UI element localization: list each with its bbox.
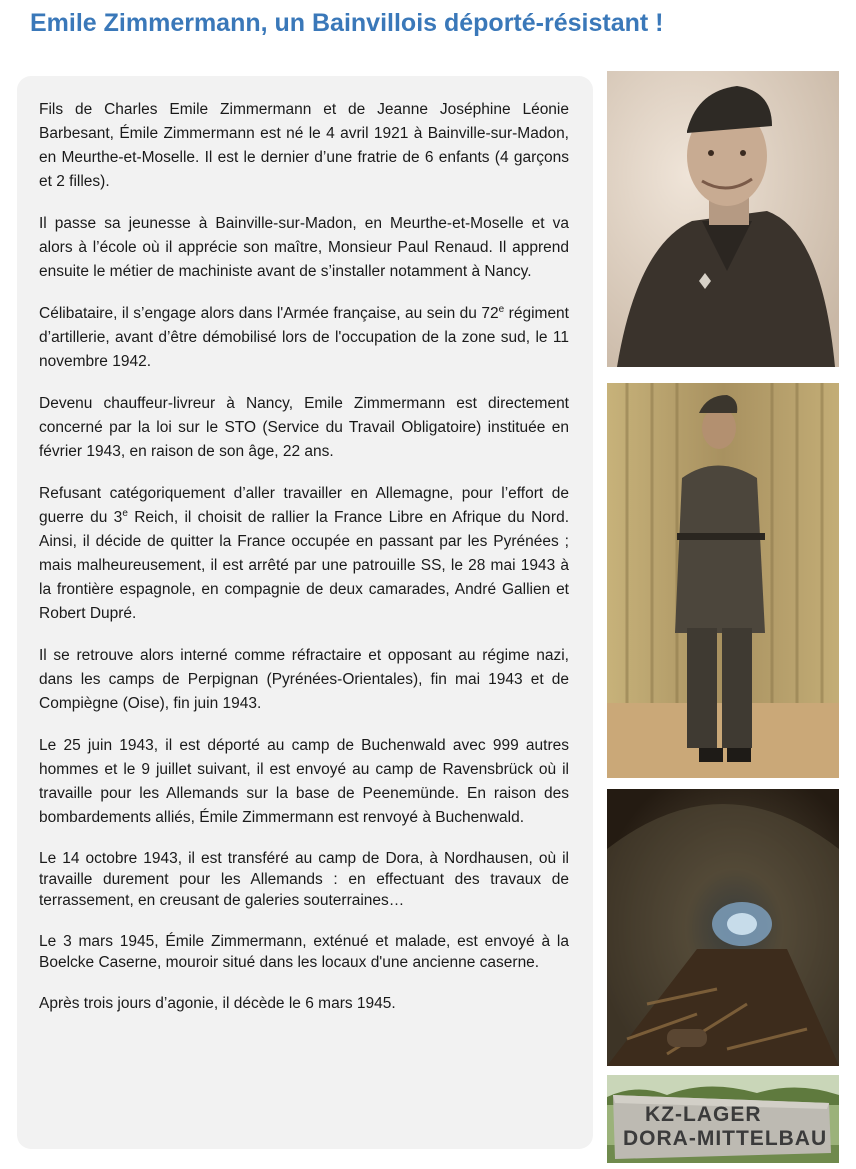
paragraph-birth: Fils de Charles Emile Zimmermann et de Jeanne Joséphine Léonie Barbesant, Émile Zimmermann est né le 4 avril 1921 à Bainville-sur-Madon, en Meurthe-et-Moselle. Il est le dernier d’une fratrie de 6 enfants (4 garçons et 2 filles). <box>39 101 569 190</box>
paragraph-youth: Il passe sa jeunesse à Bainville-sur-Madon, en Meurthe-et-Moselle et va alors à l’école où il apprécie son maître, Monsieur Paul Renaud. Il apprend ensuite le métier de machiniste avant de s’installer notamment à Nancy. <box>39 215 569 280</box>
paragraph-sto: Devenu chauffeur-livreur à Nancy, Emile Zimmermann est directement concerné par la loi sur le STO (Service du Travail Obligatoire) instituée en février 1943, en raison de son âge, 22 ans. <box>39 395 569 460</box>
paragraph-escape-part1: Refusant catégoriquement d’aller travailler en Allemagne, pour l’effort de guerre du 3 <box>39 485 569 526</box>
paragraph-army-superscript: e <box>498 303 505 315</box>
paragraph-army <box>39 302 569 374</box>
portrait-photo <box>607 71 839 367</box>
paragraph-deportation: Le 25 juin 1943, il est déporté au camp de Buchenwald avec 999 autres hommes et le 9 juillet suivant, il est envoyé au camp de Ravensbrück où il travaille pour les Allemands sur la base de Peenemünde. En raison des bombardements alliés, Émile Zimmermann est renvoyé à Buchenwald. <box>39 737 569 826</box>
stone-inscription-line2: DORA-MITTELBAU <box>623 1127 828 1150</box>
paragraph-internment: Il se retrouve alors interné comme réfractaire et opposant au régime nazi, dans les camps de Perpignan (Pyrénées-Orientales), fin mai 1943 et de Compiègne (Oise), fin juin 1943. <box>39 647 569 712</box>
standing-soldier-photo <box>607 383 839 778</box>
paragraph-escape-part2: Reich, il choisit de rallier la France Libre en Afrique du Nord. Ainsi, il décide de quitter la France occupée en passant par les Pyrénées ; mais malheureusement, il est arrêté par une patrouille SS, le 28 mai 1943 à la frontière espagnole, en compagnie de deux camarades, André Gallien et Robert Dupré. <box>39 509 570 622</box>
tunnel-photo <box>607 789 839 1066</box>
paragraph-dora: Le 14 octobre 1943, il est transféré au camp de Dora, à Nordhausen, où il travaille durement pour les Allemands : en effectuant des travaux de terrassement, en creusant de galeries souterraines… <box>39 850 569 909</box>
paragraph-army-part1: Célibataire, il s’engage alors dans l'Armée française, au sein du 72 <box>39 305 499 322</box>
paragraph-death: Après trois jours d’agonie, il décède le 6 mars 1945. <box>39 995 396 1012</box>
paragraph-escape <box>39 482 569 626</box>
stone-inscription-line1: KZ-LAGER <box>645 1103 762 1126</box>
biography-text-panel <box>17 76 593 1149</box>
memorial-stone-photo <box>607 1075 839 1163</box>
page-title: Emile Zimmermann, un Bainvillois déporté-résistant ! <box>30 9 664 37</box>
paragraph-boelcke: Le 3 mars 1945, Émile Zimmermann, exténué et malade, est envoyé à la Boelcke Caserne, mouroir situé dans les locaux d'une ancienne caserne. <box>39 933 569 971</box>
paragraph-escape-superscript: e <box>122 507 128 519</box>
paragraph-army-part2: régiment d’artillerie, avant d’être démobilisé lors de l'occupation de la zone sud, le 11 novembre 1942. <box>39 305 569 370</box>
